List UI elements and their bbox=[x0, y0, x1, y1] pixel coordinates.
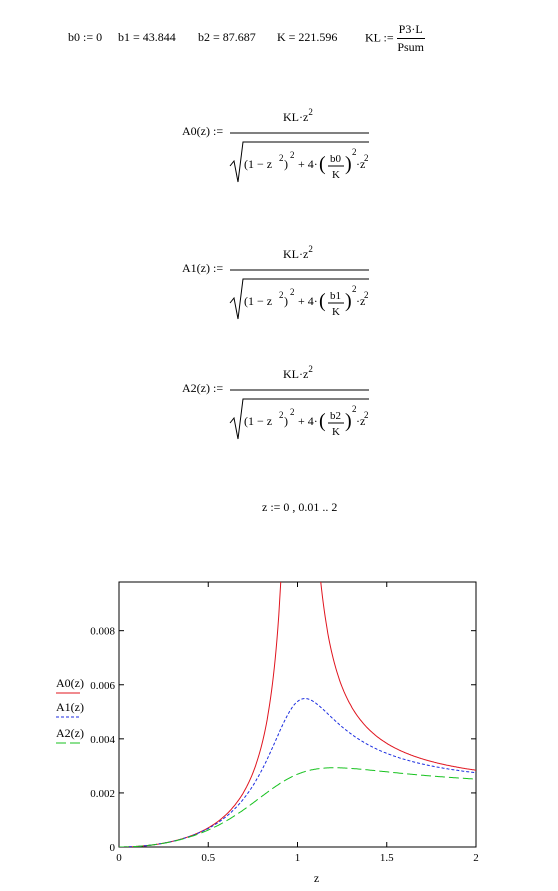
k-symbol: K bbox=[332, 306, 340, 318]
equation-a1-lhs: A1(z) := bbox=[182, 261, 224, 275]
kl-numerator: P3·L bbox=[397, 22, 425, 39]
equation-a1-denominator bbox=[228, 267, 373, 323]
svg-text:2: 2 bbox=[279, 410, 284, 420]
y-tick-label: 0.004 bbox=[90, 733, 115, 746]
svg-text:+ 4·: + 4· bbox=[298, 414, 318, 428]
legend-label: A0(z) bbox=[56, 676, 84, 690]
series-line-a1z bbox=[119, 699, 476, 848]
k-symbol: K bbox=[332, 169, 340, 181]
svg-text:): ) bbox=[284, 414, 288, 428]
svg-text:2: 2 bbox=[279, 153, 284, 163]
y-tick-label: 0.002 bbox=[90, 787, 115, 800]
svg-text:): ) bbox=[345, 290, 352, 312]
chart bbox=[0, 570, 558, 891]
paren-open: (1 − z bbox=[244, 157, 273, 171]
x-tick-label: 2 bbox=[473, 852, 479, 864]
svg-text:+ 4·: + 4· bbox=[298, 294, 318, 308]
param-b0: b0 := 0 bbox=[68, 30, 103, 44]
svg-text:·z: ·z bbox=[356, 294, 366, 308]
param-b1: b1 = 43.844 bbox=[118, 30, 176, 44]
svg-text:): ) bbox=[284, 294, 288, 308]
svg-text:): ) bbox=[284, 157, 288, 171]
equation-a2-lhs: A2(z) := bbox=[182, 381, 224, 395]
range-definition: z := 0 , 0.01 .. 2 bbox=[262, 500, 338, 514]
plot-frame bbox=[119, 582, 476, 847]
x-axis-label: z bbox=[313, 871, 320, 885]
svg-text:2: 2 bbox=[364, 290, 369, 300]
equation-a1-numerator: $KL\cdot z^2$ bbox=[283, 244, 313, 261]
svg-text:): ) bbox=[345, 153, 352, 175]
numerator-text: KL·z bbox=[283, 110, 309, 124]
b-symbol: b2 bbox=[330, 410, 341, 422]
x-tick-label: 0 bbox=[116, 852, 122, 864]
equation-a2-numerator: $KL\cdot z^2$ bbox=[283, 364, 313, 381]
series-line-a0z bbox=[119, 570, 476, 847]
b-symbol: b1 bbox=[330, 290, 341, 302]
svg-text:2: 2 bbox=[290, 150, 295, 160]
svg-text:): ) bbox=[345, 410, 352, 432]
svg-text:+ 4·: + 4· bbox=[298, 157, 318, 171]
equation-a2-denominator bbox=[228, 387, 373, 443]
svg-text:2: 2 bbox=[364, 410, 369, 420]
kl-definition bbox=[365, 22, 425, 55]
svg-text:(: ( bbox=[319, 410, 326, 432]
svg-text:(: ( bbox=[319, 153, 326, 175]
x-tick-label: 1 bbox=[294, 852, 301, 864]
numerator-text: KL·z bbox=[283, 247, 309, 261]
svg-text:·z: ·z bbox=[356, 414, 366, 428]
svg-text:2: 2 bbox=[352, 147, 357, 157]
k-symbol: K bbox=[332, 426, 340, 438]
svg-text:2: 2 bbox=[352, 404, 357, 414]
param-b2: b2 = 87.687 bbox=[198, 30, 256, 44]
equation-a0-lhs: A0(z) := bbox=[182, 124, 224, 138]
x-tick-label: 0.5 bbox=[201, 852, 216, 864]
y-tick-label: 0.008 bbox=[90, 625, 115, 638]
svg-text:2: 2 bbox=[290, 407, 295, 417]
legend-label: A2(z) bbox=[56, 726, 84, 740]
numerator-text: KL·z bbox=[283, 367, 309, 381]
svg-text:2: 2 bbox=[352, 284, 357, 294]
svg-text:2: 2 bbox=[279, 290, 284, 300]
svg-text:(1 − z: (1 − z bbox=[244, 294, 273, 308]
svg-text:2: 2 bbox=[290, 287, 295, 297]
kl-lhs: KL := bbox=[365, 30, 394, 45]
b-symbol: b0 bbox=[330, 153, 341, 165]
param-k: K = 221.596 bbox=[277, 30, 338, 44]
series-line-a2z bbox=[119, 768, 476, 847]
kl-denominator: Psum bbox=[397, 40, 424, 54]
y-tick-label: 0.006 bbox=[90, 679, 115, 692]
legend-label: A1(z) bbox=[56, 700, 84, 714]
svg-text:2: 2 bbox=[364, 153, 369, 163]
equation-a0-denominator bbox=[228, 130, 373, 186]
svg-text:(1 − z: (1 − z bbox=[244, 414, 273, 428]
svg-text:·z: ·z bbox=[356, 157, 366, 171]
kl-fraction bbox=[397, 22, 425, 55]
svg-text:(: ( bbox=[319, 290, 326, 312]
equation-a0-numerator: $KL\cdot z^2$ bbox=[283, 107, 313, 124]
x-tick-label: 1.5 bbox=[379, 852, 394, 864]
y-tick-label: 0 bbox=[109, 842, 115, 854]
